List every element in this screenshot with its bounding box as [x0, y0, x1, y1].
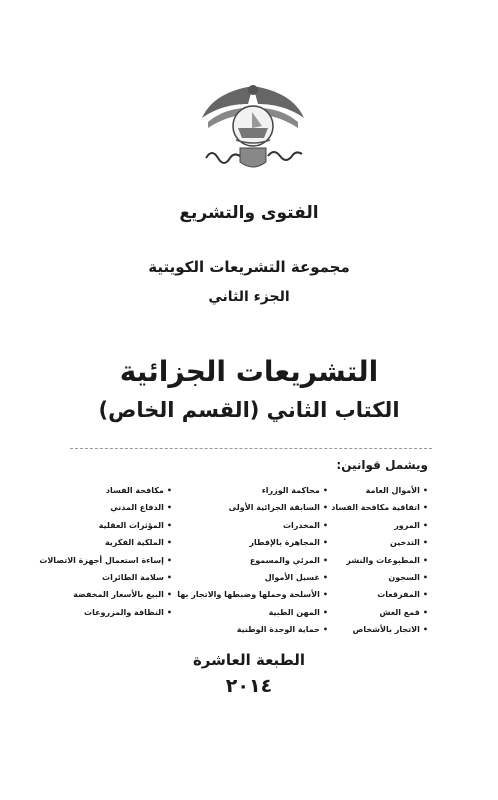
law-item: • السجون: [331, 569, 428, 586]
law-item: • مكافحة الفساد: [39, 482, 172, 499]
laws-column-right: [331, 482, 428, 639]
law-item: • الأسلحة وحملها وضبطها والاتجار بها: [177, 586, 328, 603]
law-item: • حماية الوحدة الوطنية: [177, 621, 328, 638]
publisher-title: الفتوى والتشريع: [179, 203, 319, 223]
law-item: • قمع الغش: [331, 604, 428, 621]
law-item: • المفرقعات: [331, 586, 428, 603]
book-subtitle: الكتاب الثاني (القسم الخاص): [98, 398, 400, 422]
laws-column-left: [39, 482, 172, 621]
law-item: • المجاهرة بالإفطار: [177, 534, 328, 551]
law-item: • الدفاع المدني: [39, 499, 172, 516]
law-item: • المرور: [331, 517, 428, 534]
law-item: • المطبوعات والنشر: [331, 552, 428, 569]
part-label: الجزء الثاني: [208, 289, 290, 305]
law-item: • السابقة الجزائية الأولى: [177, 499, 328, 516]
law-item: • المخدرات: [177, 517, 328, 534]
laws-intro: ويشمل قوانين:: [336, 458, 428, 472]
law-item: • الملكية الفكرية: [39, 534, 172, 551]
series-title: مجموعة التشريعات الكويتية: [148, 258, 350, 276]
main-title: التشريعات الجزائية: [119, 355, 379, 388]
kuwait-emblem-icon: [188, 78, 318, 178]
year-label: ٢٠١٤: [225, 675, 273, 697]
edition-label: الطبعة العاشرة: [192, 651, 306, 669]
law-item: • الاتجار بالأشخاص: [331, 621, 428, 638]
law-item: • المرئي والمسموع: [177, 552, 328, 569]
law-item: • إساءة استعمال أجهزة الاتصالات: [39, 552, 172, 569]
law-item: • سلامة الطائرات: [39, 569, 172, 586]
law-item: • المؤثرات العقلية: [39, 517, 172, 534]
law-item: • الأموال العامة: [331, 482, 428, 499]
law-item: • النظافة والمزروعات: [39, 604, 172, 621]
law-item: • التدخين: [331, 534, 428, 551]
divider: [70, 448, 432, 449]
law-item: • غسيل الأموال: [177, 569, 328, 586]
law-item: • محاكمة الوزراء: [177, 482, 328, 499]
law-item: • اتفاقية مكافحة الفساد: [331, 499, 428, 516]
law-item: • المهن الطبية: [177, 604, 328, 621]
law-item: • البيع بالأسعار المخفضة: [39, 586, 172, 603]
laws-column-middle: [177, 482, 328, 639]
